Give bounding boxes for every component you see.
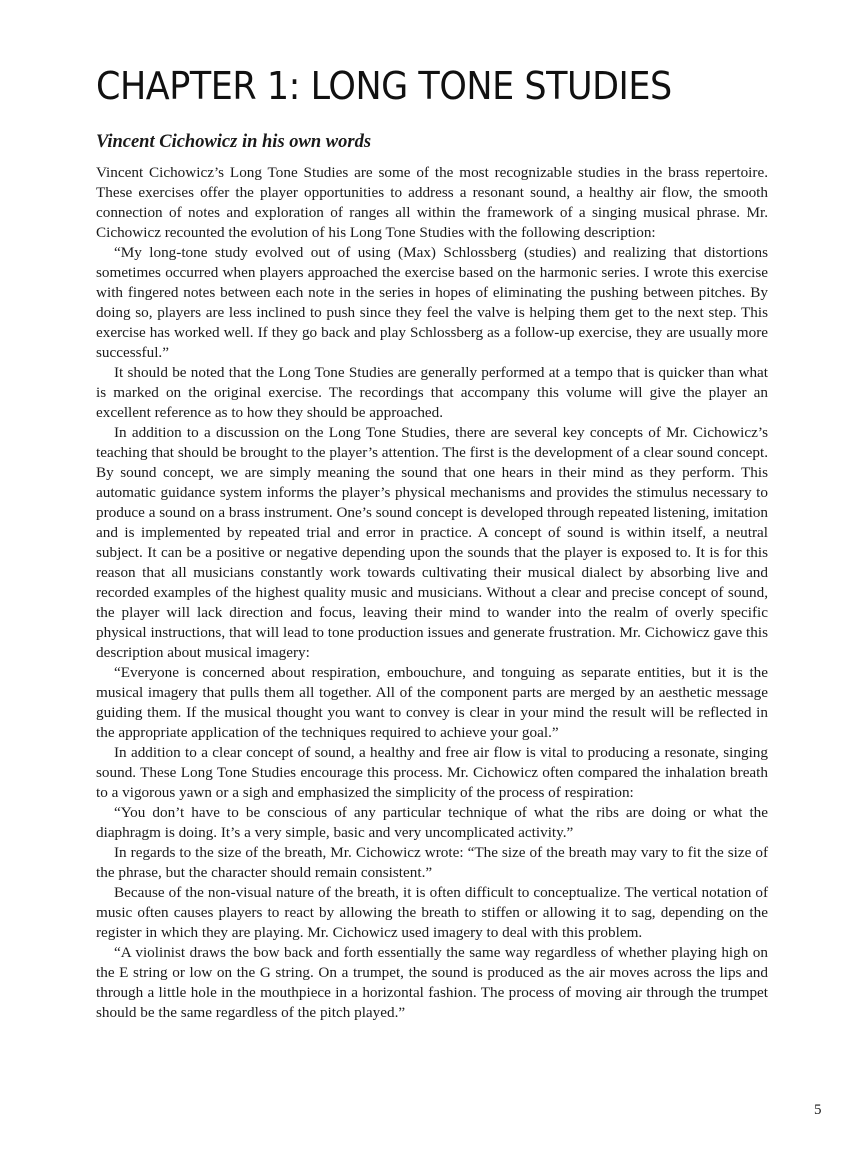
- quote-long-tone-evolution: “My long-tone study evolved out of using (Max) Schlossberg (studies) and realizing that distortions sometimes occurred when players approached the exercise based on the harmonic series. I wrote this exercise with fingered notes between each note in the series in hopes of eliminating the pushing between pitches. By doing so, players are less inclined to push since they feel the valve is helping them get to the next step. This exercise has worked well. If they go back and play Schlossberg as a follow-up exercise, they are usually more successful.”: [96, 244, 768, 361]
- paragraph-air-flow: In addition to a clear concept of sound, a healthy and free air flow is vital to producing a resonate, singing sound. These Long Tone Studies encourage this process. Mr. Cichowicz often compared the inhalation breath to a vigorous yawn or a sigh and emphasized the simplicity of the process of respiration:: [96, 744, 768, 801]
- body-text: [96, 163, 768, 1023]
- paragraph-sound-concept: In addition to a discussion on the Long Tone Studies, there are several key concepts of Mr. Cichowicz’s teaching that should be brought to the player’s attention. The first is the development of a clear sound concept. By sound concept, we are simply meaning the sound that one hears in their mind as they perform. This automatic guidance system informs the player’s physical mechanisms and provides the stimulus necessary to produce a sound on a brass instrument. One’s sound concept is developed through repeated listening, imitation and is implemented by repeated trial and error in practice. A concept of sound is within itself, a neutral subject. It can be a positive or negative depending upon the sounds that the player is exposed to. It is for this reason that all musicians constantly work towards cultivating their musical dialect by absorbing live and recorded examples of the highest quality music and musicians. Without a clear and precise concept of sound, the player will lack direction and focus, leaving their mind to wander into the realm of overly specific physical instructions, that will lead to tone production issues and generate frustration. Mr. Cichowicz gave this description about musical imagery:: [96, 424, 768, 661]
- quote-violinist: “A violinist draws the bow back and forth essentially the same way regardless of whether playing high on the E string or low on the G string. On a trumpet, the sound is produced as the air moves across the lips and through a little hole in the mouthpiece in a horizontal fashion. The process of moving air through the trumpet should be the same regardless of the pitch played.”: [96, 944, 768, 1021]
- quote-musical-imagery: “Everyone is concerned about respiration, embouchure, and tonguing as separate entities, but it is the musical imagery that pulls them all together. All of the component parts are merged by an aesthetic message guiding them. If the musical thought you want to convey is clear in your mind the result will be reflected in the appropriate application of the techniques required to achieve your goal.”: [96, 664, 768, 741]
- paragraph-tempo-note: It should be noted that the Long Tone Studies are generally performed at a tempo that is quicker than what is marked on the original exercise. The recordings that accompany this volume will give the player an excellent reference as to how they should be approached.: [96, 364, 768, 421]
- paragraph-breath-size: In regards to the size of the breath, Mr. Cichowicz wrote: “The size of the breath may vary to fit the size of the phrase, but the character should remain consistent.”: [96, 844, 768, 881]
- chapter-title: CHAPTER 1: LONG TONE STUDIES: [96, 64, 672, 108]
- paragraph-intro: Vincent Cichowicz’s Long Tone Studies are some of the most recognizable studies in the brass repertoire. These exercises offer the player opportunities to address a resonant sound, a healthy air flow, the smooth connection of notes and exploration of ranges all within the framework of a singing musical phrase. Mr. Cichowicz recounted the evolution of his Long Tone Studies with the following description:: [96, 164, 768, 241]
- section-subtitle: Vincent Cichowicz in his own words: [96, 132, 372, 152]
- quote-respiration: “You don’t have to be conscious of any particular technique of what the ribs are doing or what the diaphragm is doing. It’s a very simple, basic and very uncomplicated activity.”: [96, 804, 768, 841]
- page-number: 5: [814, 1102, 822, 1118]
- paragraph-breath-visual: Because of the non-visual nature of the breath, it is often difficult to conceptualize. The vertical notation of music often causes players to react by allowing the breath to stiffen or allowing it to sag, depending on the register in which they are playing. Mr. Cichowicz used imagery to deal with this problem.: [96, 884, 768, 941]
